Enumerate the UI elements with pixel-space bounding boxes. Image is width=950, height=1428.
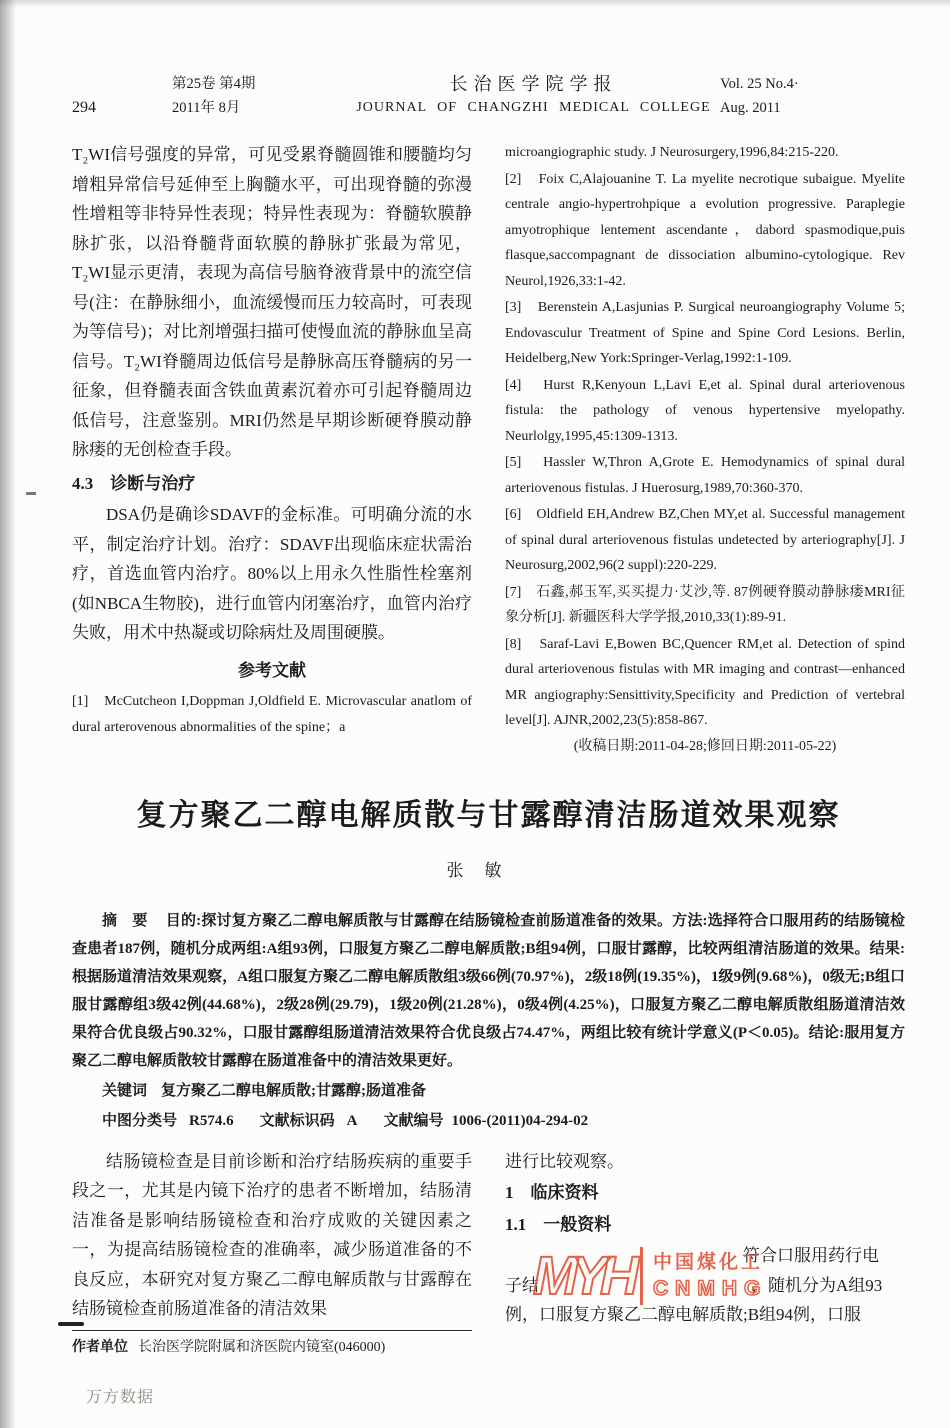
article2-columns [72, 1147, 905, 1359]
reference-item-6: [6] Oldfield EH,Andrew BZ,Chen MY,et al. Successful management of spinal dural arteriovenous fistulas undetected by arteriography[J]. J Neurosurg,2002,96(2 suppl):220-229. [505, 507, 905, 573]
watermark-text-block [653, 1250, 767, 1302]
doccode-value: A [346, 1112, 358, 1129]
clc-value: R574.6 [189, 1112, 234, 1129]
reference-item-5: [5] Hassler W,Thron A,Grote E. Hemodynamics of spinal dural arteriovenous fistulas. J Huerosurg,1989,70:360-370. [505, 455, 905, 496]
coal-chem-watermark [533, 1237, 775, 1315]
reference-item-7: [7] 石鑫,郝玉军,买买提力·艾沙,等. 87例硬脊膜动静脉瘘MRI征象分析[J]. 新疆医科大学学报,2010,33(1):89-91. [505, 584, 905, 625]
fragment-b1: 子结 [505, 1275, 539, 1295]
issue-info-line2: 2011年 8月 [172, 100, 241, 116]
article2-left-column [72, 1147, 472, 1359]
doccode-label: 文献标识码 [259, 1112, 335, 1129]
article2-keywords-line [72, 1077, 905, 1105]
article1-right-column [505, 140, 905, 756]
issue-info-line1: 第25卷 第4期 [172, 76, 256, 92]
wanfang-data-watermark: 万方数据 [86, 1389, 155, 1406]
reference-item-1: [1] McCutcheon I,Doppman J,Oldfield E. Microvascular anatlom of dural arterovenous abnormalities of the spine；a [72, 694, 472, 735]
clc-label: 中图分类号 [102, 1112, 178, 1129]
watermark-text-en: CNMHG [653, 1276, 768, 1300]
vol-info-line1: Vol. 25 No.4· [720, 76, 799, 92]
author-affiliation-footnote [72, 1330, 472, 1359]
articleid-value: 1006-(2011)04-294-02 [451, 1112, 589, 1129]
scan-artifact [58, 1322, 84, 1326]
article2-abstract [72, 907, 905, 1075]
references-heading: 参考文献 [238, 660, 306, 680]
section-heading-1-1: 1.1 一般资料 [505, 1214, 612, 1234]
abstract-label: 摘 要 [102, 912, 148, 929]
reference-item-3: [3] Berenstein A,Lasjunias P. Surgical neuroangiography Volume 5; Endovasculur Treatment of Spine and Spine Cord Lesions. Berlin, Heidelberg,New York:Springer-Verlag,1992:1-109. [505, 300, 905, 366]
article2-title: 复方聚乙二醇电解质散与甘露醇清洁肠道效果观察 [136, 798, 841, 832]
reference-item-2: [2] Foix C,Alajouanine T. La myelite necrotique subaigue. Myelite centrale angio-hypertrohpique a evolution progressive. Paraplegie amyotrophique lentement ascendante，dabord spasmodique,puis flasque,saccompagnant de dissociation albumino-cytologique. Rev Neurol,1926,33:1-42. [505, 171, 905, 289]
keywords-text: 复方聚乙二醇电解质散;甘露醇;肠道准备 [161, 1082, 427, 1099]
articleid-label: 文献编号 [383, 1112, 444, 1129]
keywords-label: 关键词 [102, 1082, 148, 1099]
article1-paragraph: DSA仍是确诊SDAVF的金标准。可明确分流的水平，制定治疗计划。治疗：SDAVF出现临床症状需治疗，首选血管内治疗。80%以上用永久性脂性栓塞剂(如NBCA生物胶)，进行血管内闭塞治疗，血管内治疗失败，用术中热凝或切除病灶及周围硬膜。 [72, 505, 472, 642]
myh-logo-icon: MYH [533, 1245, 632, 1306]
journal-title-cn: 长治医学院学报 [449, 74, 618, 94]
affiliation-label: 作者单位 [72, 1339, 128, 1355]
article2-author: 张 敏 [446, 860, 504, 880]
section-heading-4-3: 4.3 诊断与治疗 [72, 473, 196, 493]
reference-item-1-cont: microangiographic study. J Neurosurgery,1996,84:215-220. [505, 145, 839, 160]
affiliation-text: 长治医学院附属和济医院内镜室(046000) [138, 1339, 386, 1355]
section-heading-1: 1 临床资料 [505, 1183, 599, 1202]
text-fragment-c: 例，口服复方聚乙二醇电解质散;B组94例，口服 [505, 1305, 862, 1324]
article1-left-column [72, 140, 472, 756]
article2-right-column [505, 1147, 905, 1359]
vol-info-line2: Aug. 2011 [720, 100, 781, 116]
watermark-text-cn: 中国煤化工 [653, 1251, 764, 1273]
reference-item-8: [8] Saraf-Lavi E,Bowen BC,Quencer RM,et al. Detection of spind dural arteriovenous fistulas with MR imaging and contrast—enhanced MR angiography:Sensittivity,Specificity and Prediction of vertebral level[J]. AJNR,2002,23(5):858-867. [505, 636, 905, 728]
article2-meta-line [72, 1107, 905, 1135]
article1-paragraph: T₂WI信号强度的异常，可见受累脊髓圆锥和腰髓均匀增粗异常信号延伸至上胸髓水平，可出现脊髓的弥漫性增粗等非特异性表现；特异性表现为：脊髓软膜静脉扩张，以沿脊髓背面软膜的静脉扩张最为常见，T₂WI显示更清，表现为高信号脑脊液背景中的流空信号(注：在静脉细小，血流缓慢而压力较高时，可表现为等信号)；对比剂增强扫描可使慢血流的静脉血呈高信号。T₂WI脊髓周边低信号是静脉高压脊髓病的另一征象，但脊髓表面含铁血黄素沉着亦可引起脊髓周边低信号，注意鉴别。MRI仍然是早期诊断硬脊膜动静脉瘘的无创检查手段。 [72, 145, 472, 459]
article1-columns [72, 140, 905, 756]
fragment-b2: ，随机分为A组93 [751, 1275, 883, 1295]
reference-item-4: [4] Hurst R,Kenyoun L,Lavi E,et al. Spinal dural arteriovenous fistula: the pathology of venous hypertensive myelopathy. Neurlolgy,1995,45:1309-1313. [505, 377, 905, 444]
watermark-divider [640, 1247, 643, 1305]
journal-title-en: JOURNAL OF CHANGZHI MEDICAL COLLEGE [356, 100, 711, 115]
article2-continuation: 进行比较观察。 [505, 1151, 624, 1171]
obscured-text-fragment-a: 符合口服用药行电 [743, 1246, 879, 1265]
abstract-text: 目的:探讨复方聚乙二醇电解质散与甘露醇在结肠镜检查前肠道准备的效果。方法:选择符合口服用药的结肠镜检查患者187例，随机分成两组:A组93例，口服复方聚乙二醇电解质散;B组94例，口服甘露醇，比较两组清洁肠道的效果。结果:根据肠道清洁效果观察，A组口服复方聚乙二醇电解质散组3级66例(70.97%)，2级18例(19.35%)，1级9例(9.68%)，0级无;B组口服甘露醇组3级42例(44.68%)，2级28例(29.79)，1级20例(21.28%)，0级4例(4.25%)，口服复方聚乙二醇电解质散组肠道清洁效果符合优良级占90.32%，口服甘露醇组肠道清洁效果符合优良级占74.47%，两组比较有统计学意义(P＜0.05)。结论:服用复方聚乙二醇电解质散较甘露醇在肠道准备中的清洁效果更好。 [72, 912, 905, 1069]
page-number: 294 [72, 99, 96, 116]
scan-artifact [26, 492, 36, 495]
header-spacer [72, 72, 172, 96]
received-revised-dates: (收稿日期:2011-04-28;修回日期:2011-05-22) [573, 738, 837, 754]
article2-intro-paragraph: 结肠镜检查是目前诊断和治疗结肠疾病的重要手段之一，尤其是内镜下治疗的患者不断增加，结肠清洁准备是影响结肠镜检查和治疗成败的关键因素之一，为提高结肠镜检查的准确率，减少肠道准备的不良反应，本研究对复方聚乙二醇电解质散与甘露醇在结肠镜检查前肠道准备的清洁效果 [72, 1151, 472, 1318]
journal-header [72, 72, 905, 120]
